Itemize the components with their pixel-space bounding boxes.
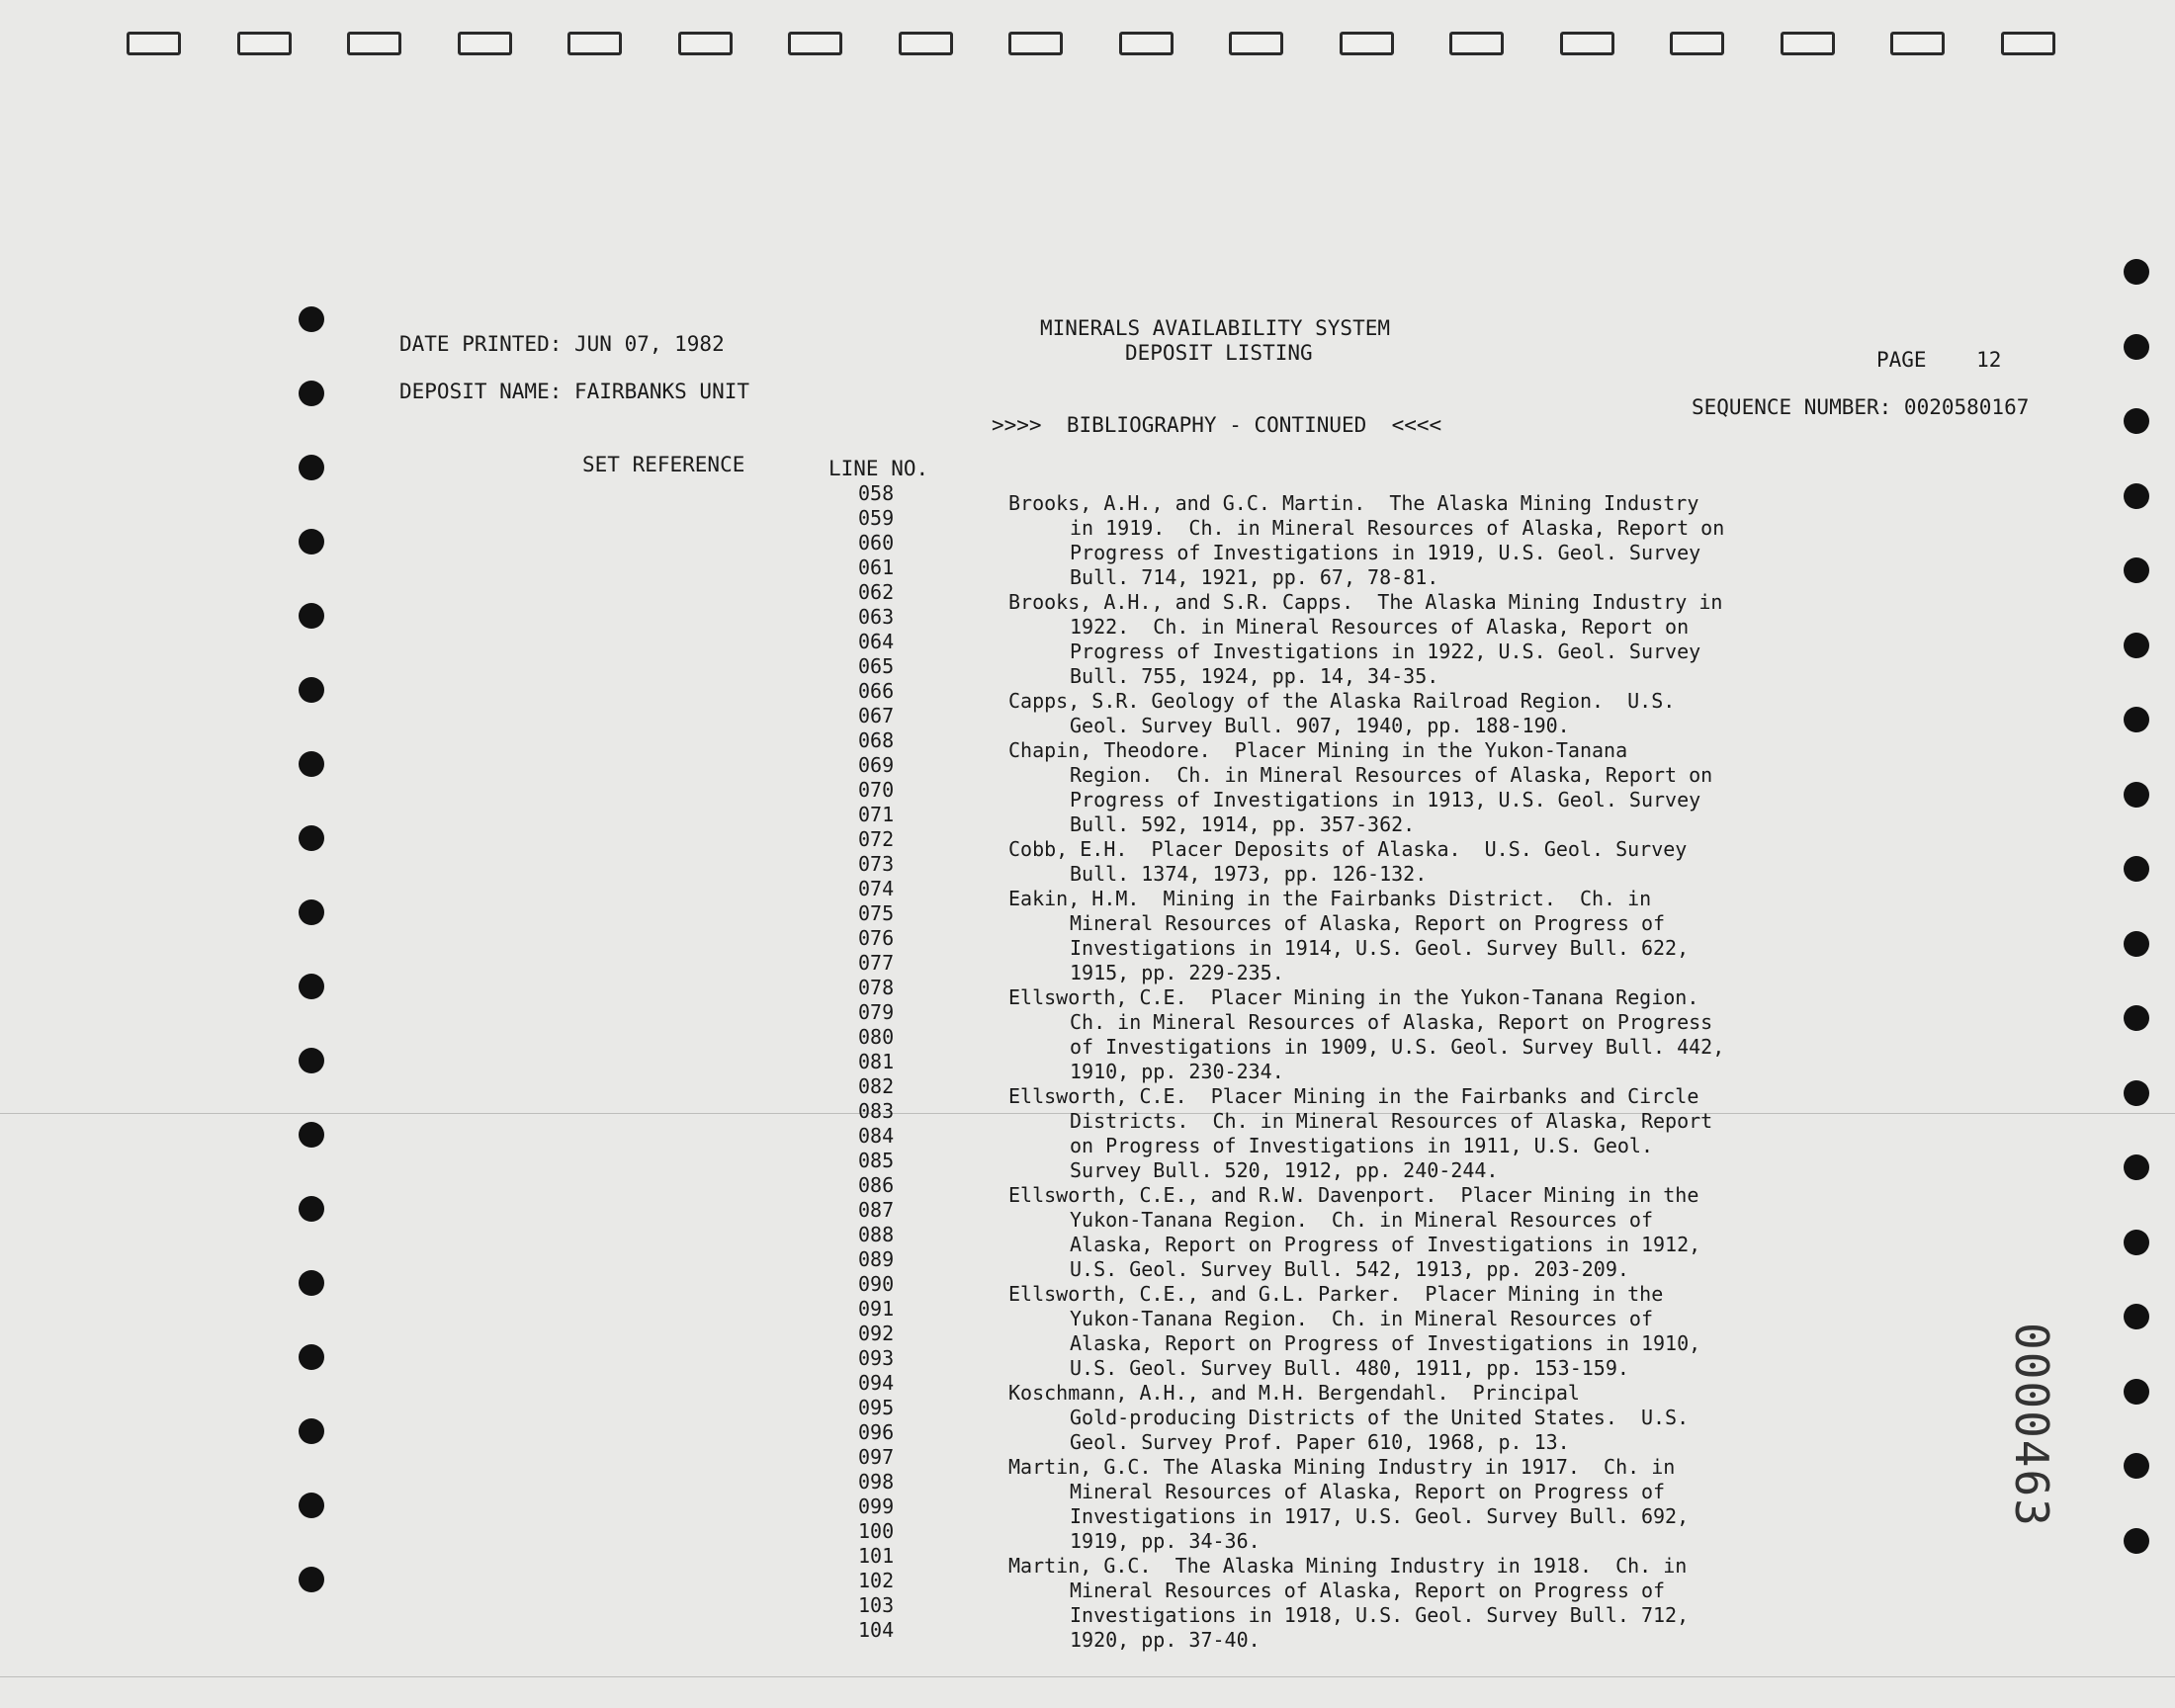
entry-line: Ch. in Mineral Resources of Alaska, Report on Progress <box>1070 1010 1713 1034</box>
sprocket-hole <box>299 1567 324 1592</box>
sprocket-hole <box>299 1493 324 1518</box>
perforation-hole <box>1008 32 1063 55</box>
bibliography-entry <box>1008 1554 1689 1653</box>
line-number: 079 <box>858 1000 895 1024</box>
perforation-hole <box>347 32 401 55</box>
entry-line: Alaska, Report on Progress of Investigations in 1910, <box>1070 1331 1701 1355</box>
sprocket-hole <box>299 603 324 629</box>
perforation-hole <box>1340 32 1394 55</box>
line-number: 080 <box>858 1025 895 1049</box>
column-header-set-reference: SET REFERENCE <box>582 453 745 476</box>
line-number: 069 <box>858 753 895 777</box>
entry-line: Mineral Resources of Alaska, Report on Progress of <box>1070 1480 1666 1503</box>
line-number: 100 <box>858 1519 895 1543</box>
sprocket-hole <box>2124 259 2149 285</box>
line-number: 062 <box>858 580 895 604</box>
perforation-hole <box>788 32 842 55</box>
sprocket-hole <box>2124 408 2149 434</box>
entry-line: in 1919. Ch. in Mineral Resources of Alaska, Report on <box>1070 516 1725 540</box>
entry-line: Cobb, E.H. Placer Deposits of Alaska. U.S. Geol. Survey <box>1008 837 1688 861</box>
line-number: 089 <box>858 1247 895 1271</box>
sprocket-hole <box>299 1344 324 1370</box>
entry-line: 1920, pp. 37-40. <box>1070 1628 1261 1652</box>
entry-line: Ellsworth, C.E., and G.L. Parker. Placer Mining in the <box>1008 1282 1664 1306</box>
entry-line: Progress of Investigations in 1922, U.S. Geol. Survey <box>1070 640 1701 663</box>
document-stamp: 0000463 <box>2005 1323 2058 1528</box>
entry-line: Koschmann, A.H., and M.H. Bergendahl. Principal <box>1008 1381 1580 1405</box>
sprocket-hole <box>299 899 324 925</box>
line-number: 077 <box>858 951 895 975</box>
line-number: 085 <box>858 1149 895 1172</box>
entry-line: 1910, pp. 230-234. <box>1070 1060 1284 1083</box>
system-title: MINERALS AVAILABILITY SYSTEM <box>1040 316 1391 340</box>
perforation-hole <box>1781 32 1835 55</box>
sprocket-hole <box>299 1048 324 1073</box>
fold-line <box>0 1676 2175 1677</box>
sprocket-hole <box>2124 1154 2149 1180</box>
sprocket-hole <box>2124 334 2149 360</box>
line-number: 060 <box>858 531 895 555</box>
sprocket-hole <box>299 1122 324 1148</box>
entry-line: Mineral Resources of Alaska, Report on Progress of <box>1070 1579 1666 1602</box>
bibliography-entry <box>1008 1084 1712 1183</box>
bibliography-entry <box>1008 1282 1700 1381</box>
entry-line: Martin, G.C. The Alaska Mining Industry in 1918. Ch. in <box>1008 1554 1688 1578</box>
sprocket-hole <box>2124 1453 2149 1479</box>
perforation-hole <box>567 32 622 55</box>
line-number: 068 <box>858 728 895 752</box>
line-number: 078 <box>858 976 895 999</box>
entry-line: U.S. Geol. Survey Bull. 542, 1913, pp. 203-209. <box>1070 1257 1629 1281</box>
perforation-hole <box>1670 32 1724 55</box>
date-printed: DATE PRINTED: JUN 07, 1982 <box>399 332 725 356</box>
sprocket-hole <box>299 529 324 555</box>
entry-line: Survey Bull. 520, 1912, pp. 240-244. <box>1070 1158 1499 1182</box>
perforation-hole <box>237 32 292 55</box>
entry-line: Bull. 1374, 1973, pp. 126-132. <box>1070 862 1428 886</box>
section-heading: >>>> BIBLIOGRAPHY - CONTINUED <<<< <box>992 413 1442 437</box>
sprocket-hole <box>2124 1528 2149 1554</box>
perforation-hole <box>127 32 181 55</box>
sprocket-hole <box>299 1196 324 1222</box>
line-number: 098 <box>858 1470 895 1494</box>
entry-line: Bull. 714, 1921, pp. 67, 78-81. <box>1070 565 1439 589</box>
entry-line: Districts. Ch. in Mineral Resources of Alaska, Report <box>1070 1109 1713 1133</box>
sprocket-hole <box>2124 707 2149 732</box>
sprocket-hole <box>299 825 324 851</box>
entry-line: Martin, G.C. The Alaska Mining Industry in 1917. Ch. in <box>1008 1455 1676 1479</box>
line-number: 076 <box>858 926 895 950</box>
entry-line: Geol. Survey Prof. Paper 610, 1968, p. 13. <box>1070 1430 1570 1454</box>
entry-line: Bull. 592, 1914, pp. 357-362. <box>1070 812 1416 836</box>
bibliography-entry <box>1008 491 1724 590</box>
entry-line: 1922. Ch. in Mineral Resources of Alaska, Report on <box>1070 615 1690 639</box>
column-header-line-no: LINE NO. <box>828 457 929 480</box>
line-number: 066 <box>858 679 895 703</box>
entry-line: Region. Ch. in Mineral Resources of Alaska, Report on <box>1070 763 1713 787</box>
sprocket-hole <box>2124 1005 2149 1031</box>
perforation-hole <box>678 32 733 55</box>
line-number: 058 <box>858 481 895 505</box>
entry-line: Yukon-Tanana Region. Ch. in Mineral Resources of <box>1070 1307 1654 1330</box>
bibliography-entry <box>1008 1381 1689 1455</box>
sprocket-hole <box>299 677 324 703</box>
line-number: 083 <box>858 1099 895 1123</box>
line-number: 099 <box>858 1494 895 1518</box>
entry-line: Ellsworth, C.E. Placer Mining in the Fairbanks and Circle <box>1008 1084 1699 1108</box>
deposit-name: DEPOSIT NAME: FAIRBANKS UNIT <box>399 380 750 403</box>
sprocket-hole <box>2124 931 2149 957</box>
entry-line: on Progress of Investigations in 1911, U.S. Geol. <box>1070 1134 1654 1157</box>
sprocket-hole <box>2124 557 2149 583</box>
perforation-hole <box>458 32 512 55</box>
line-number: 064 <box>858 630 895 653</box>
line-number: 071 <box>858 803 895 826</box>
bibliography-entry <box>1008 590 1722 689</box>
line-number: 061 <box>858 555 895 579</box>
perforation-hole <box>899 32 953 55</box>
entry-line: Gold-producing Districts of the United States. U.S. <box>1070 1406 1690 1429</box>
sprocket-hole <box>299 1270 324 1296</box>
bibliography-entry <box>1008 837 1687 887</box>
bibliography-entry <box>1008 887 1689 985</box>
bibliography-entry <box>1008 689 1675 738</box>
sprocket-hole <box>299 1418 324 1444</box>
entry-line: Brooks, A.H., and S.R. Capps. The Alaska Mining Industry in <box>1008 590 1723 614</box>
entry-line: Capps, S.R. Geology of the Alaska Railroad Region. U.S. <box>1008 689 1676 713</box>
line-number: 073 <box>858 852 895 876</box>
entry-line: of Investigations in 1909, U.S. Geol. Survey Bull. 442, <box>1070 1035 1725 1059</box>
line-number: 065 <box>858 654 895 678</box>
line-number: 090 <box>858 1272 895 1296</box>
line-number: 081 <box>858 1050 895 1073</box>
entry-line: Yukon-Tanana Region. Ch. in Mineral Resources of <box>1070 1208 1654 1232</box>
entry-line: Investigations in 1918, U.S. Geol. Survey Bull. 712, <box>1070 1603 1690 1627</box>
page-number: PAGE 12 <box>1876 348 2002 372</box>
bibliography-entry <box>1008 1183 1700 1282</box>
entry-line: Investigations in 1914, U.S. Geol. Survey Bull. 622, <box>1070 936 1690 960</box>
sprocket-hole <box>2124 856 2149 882</box>
line-number: 095 <box>858 1396 895 1419</box>
perforation-hole <box>1890 32 1945 55</box>
line-number: 102 <box>858 1569 895 1592</box>
sprocket-hole <box>299 751 324 777</box>
sprocket-hole <box>2124 1080 2149 1106</box>
sprocket-hole <box>2124 1379 2149 1405</box>
line-number: 074 <box>858 877 895 900</box>
line-number: 093 <box>858 1346 895 1370</box>
sprocket-hole <box>299 974 324 999</box>
line-number: 104 <box>858 1618 895 1642</box>
sprocket-hole <box>2124 782 2149 808</box>
entry-line: Progress of Investigations in 1919, U.S. Geol. Survey <box>1070 541 1701 564</box>
perforation-hole <box>1449 32 1504 55</box>
sequence-number: SEQUENCE NUMBER: 0020580167 <box>1692 395 2030 419</box>
entry-line: 1919, pp. 34-36. <box>1070 1529 1261 1553</box>
line-number: 103 <box>858 1593 895 1617</box>
entry-line: 1915, pp. 229-235. <box>1070 961 1284 984</box>
entry-line: Ellsworth, C.E., and R.W. Davenport. Placer Mining in the <box>1008 1183 1699 1207</box>
entry-line: Investigations in 1917, U.S. Geol. Survey Bull. 692, <box>1070 1504 1690 1528</box>
perforation-hole <box>1560 32 1614 55</box>
perforation-hole <box>1119 32 1174 55</box>
entry-line: Progress of Investigations in 1913, U.S. Geol. Survey <box>1070 788 1701 811</box>
entry-line: Bull. 755, 1924, pp. 14, 34-35. <box>1070 664 1439 688</box>
bibliography-entry <box>1008 985 1724 1084</box>
entry-line: Mineral Resources of Alaska, Report on Progress of <box>1070 911 1666 935</box>
perforation-hole <box>2001 32 2055 55</box>
line-number: 075 <box>858 901 895 925</box>
entry-line: Eakin, H.M. Mining in the Fairbanks District. Ch. in <box>1008 887 1652 910</box>
sprocket-hole <box>2124 1304 2149 1329</box>
line-number: 070 <box>858 778 895 802</box>
line-number: 092 <box>858 1322 895 1345</box>
line-number: 082 <box>858 1074 895 1098</box>
sprocket-hole <box>2124 633 2149 658</box>
line-number: 084 <box>858 1124 895 1148</box>
bibliography-entry <box>1008 1455 1689 1554</box>
line-number: 063 <box>858 605 895 629</box>
sprocket-hole <box>2124 1230 2149 1255</box>
bibliography-entry <box>1008 738 1712 837</box>
line-number: 087 <box>858 1198 895 1222</box>
perforation-hole <box>1229 32 1283 55</box>
sprocket-hole <box>299 455 324 480</box>
entry-line: Geol. Survey Bull. 907, 1940, pp. 188-190. <box>1070 714 1570 737</box>
sprocket-hole <box>2124 483 2149 509</box>
line-number: 097 <box>858 1445 895 1469</box>
entry-line: Chapin, Theodore. Placer Mining in the Yukon-Tanana <box>1008 738 1628 762</box>
line-number: 072 <box>858 827 895 851</box>
line-number: 101 <box>858 1544 895 1568</box>
line-number: 059 <box>858 506 895 530</box>
line-number: 067 <box>858 704 895 727</box>
listing-title: DEPOSIT LISTING <box>1125 341 1313 365</box>
line-number: 094 <box>858 1371 895 1395</box>
entry-line: Ellsworth, C.E. Placer Mining in the Yukon-Tanana Region. <box>1008 985 1699 1009</box>
sprocket-hole <box>299 306 324 332</box>
line-number: 096 <box>858 1420 895 1444</box>
entry-line: Brooks, A.H., and G.C. Martin. The Alaska Mining Industry <box>1008 491 1699 515</box>
entry-line: Alaska, Report on Progress of Investigations in 1912, <box>1070 1233 1701 1256</box>
line-number: 088 <box>858 1223 895 1246</box>
sprocket-hole <box>299 381 324 406</box>
entry-line: U.S. Geol. Survey Bull. 480, 1911, pp. 153-159. <box>1070 1356 1629 1380</box>
line-number: 086 <box>858 1173 895 1197</box>
line-number: 091 <box>858 1297 895 1321</box>
